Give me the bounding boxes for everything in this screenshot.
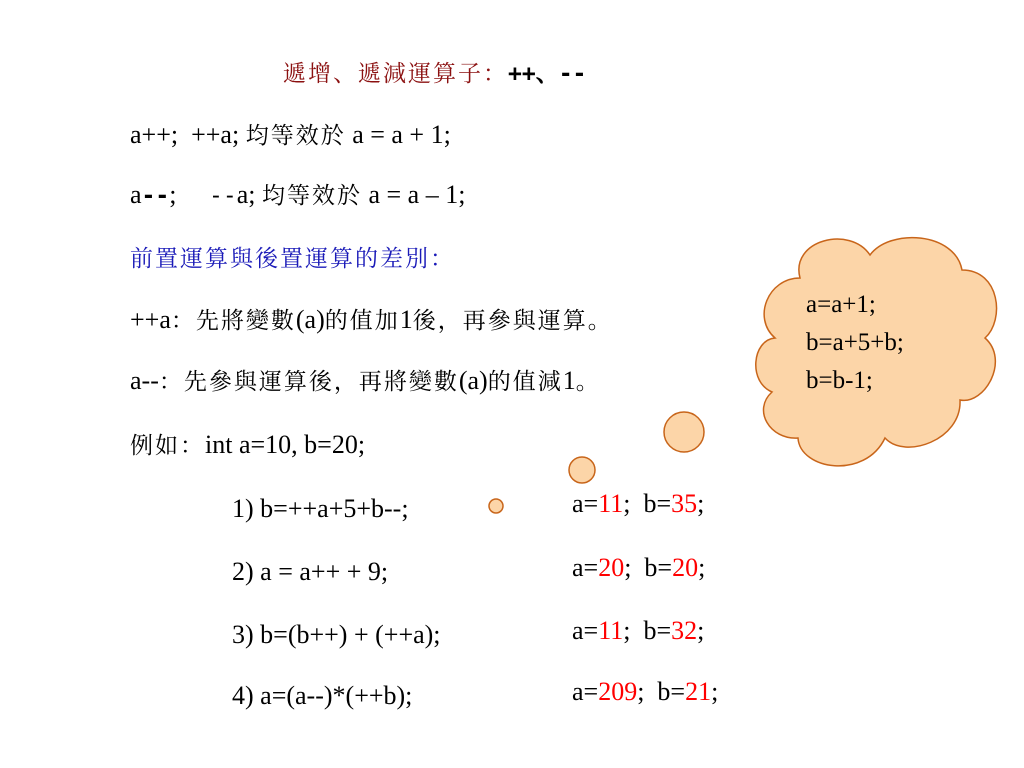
- cloud-line-3: b=b-1;: [806, 367, 873, 394]
- example-result-1: a=11; b=35;: [572, 489, 705, 518]
- example-intro: 例如：int a=10, b=20;: [130, 430, 366, 459]
- example-result-2: a=20; b=20;: [572, 553, 706, 582]
- example-expression-3: 3) b=(b++) + (++a);: [232, 620, 441, 649]
- example-result-3: a=11; b=32;: [572, 616, 705, 645]
- cloud-bubble-small: [489, 499, 503, 513]
- cloud-bubble-medium: [569, 457, 595, 483]
- example-result-4: a=209; b=21;: [572, 677, 719, 706]
- equivalence-line-decrement: a--; --a; 均等效於 a = a – 1;: [130, 180, 466, 209]
- equivalence-line-increment: a++; ++a; 均等效於 a = a + 1;: [130, 120, 451, 149]
- cloud-bubble-large: [664, 412, 704, 452]
- postfix-description: a--：先參與運算後，再將變數(a)的值減1。: [130, 366, 601, 395]
- cloud-line-2: b=a+5+b;: [806, 329, 904, 356]
- section-heading: 前置運算與後置運算的差別：: [130, 246, 455, 272]
- example-expression-4: 4) a=(a--)*(++b);: [232, 681, 413, 710]
- title-text: 遞增、遞減運算子：: [283, 61, 508, 87]
- prefix-description: ++a：先將變數(a)的值加1後，再參與運算。: [130, 305, 613, 334]
- cloud-line-1: a=a+1;: [806, 291, 876, 318]
- example-expression-2: 2) a = a++ + 9;: [232, 557, 389, 586]
- example-expression-1: 1) b=++a+5+b--;: [232, 494, 409, 523]
- title-operators: ++、--: [508, 61, 587, 87]
